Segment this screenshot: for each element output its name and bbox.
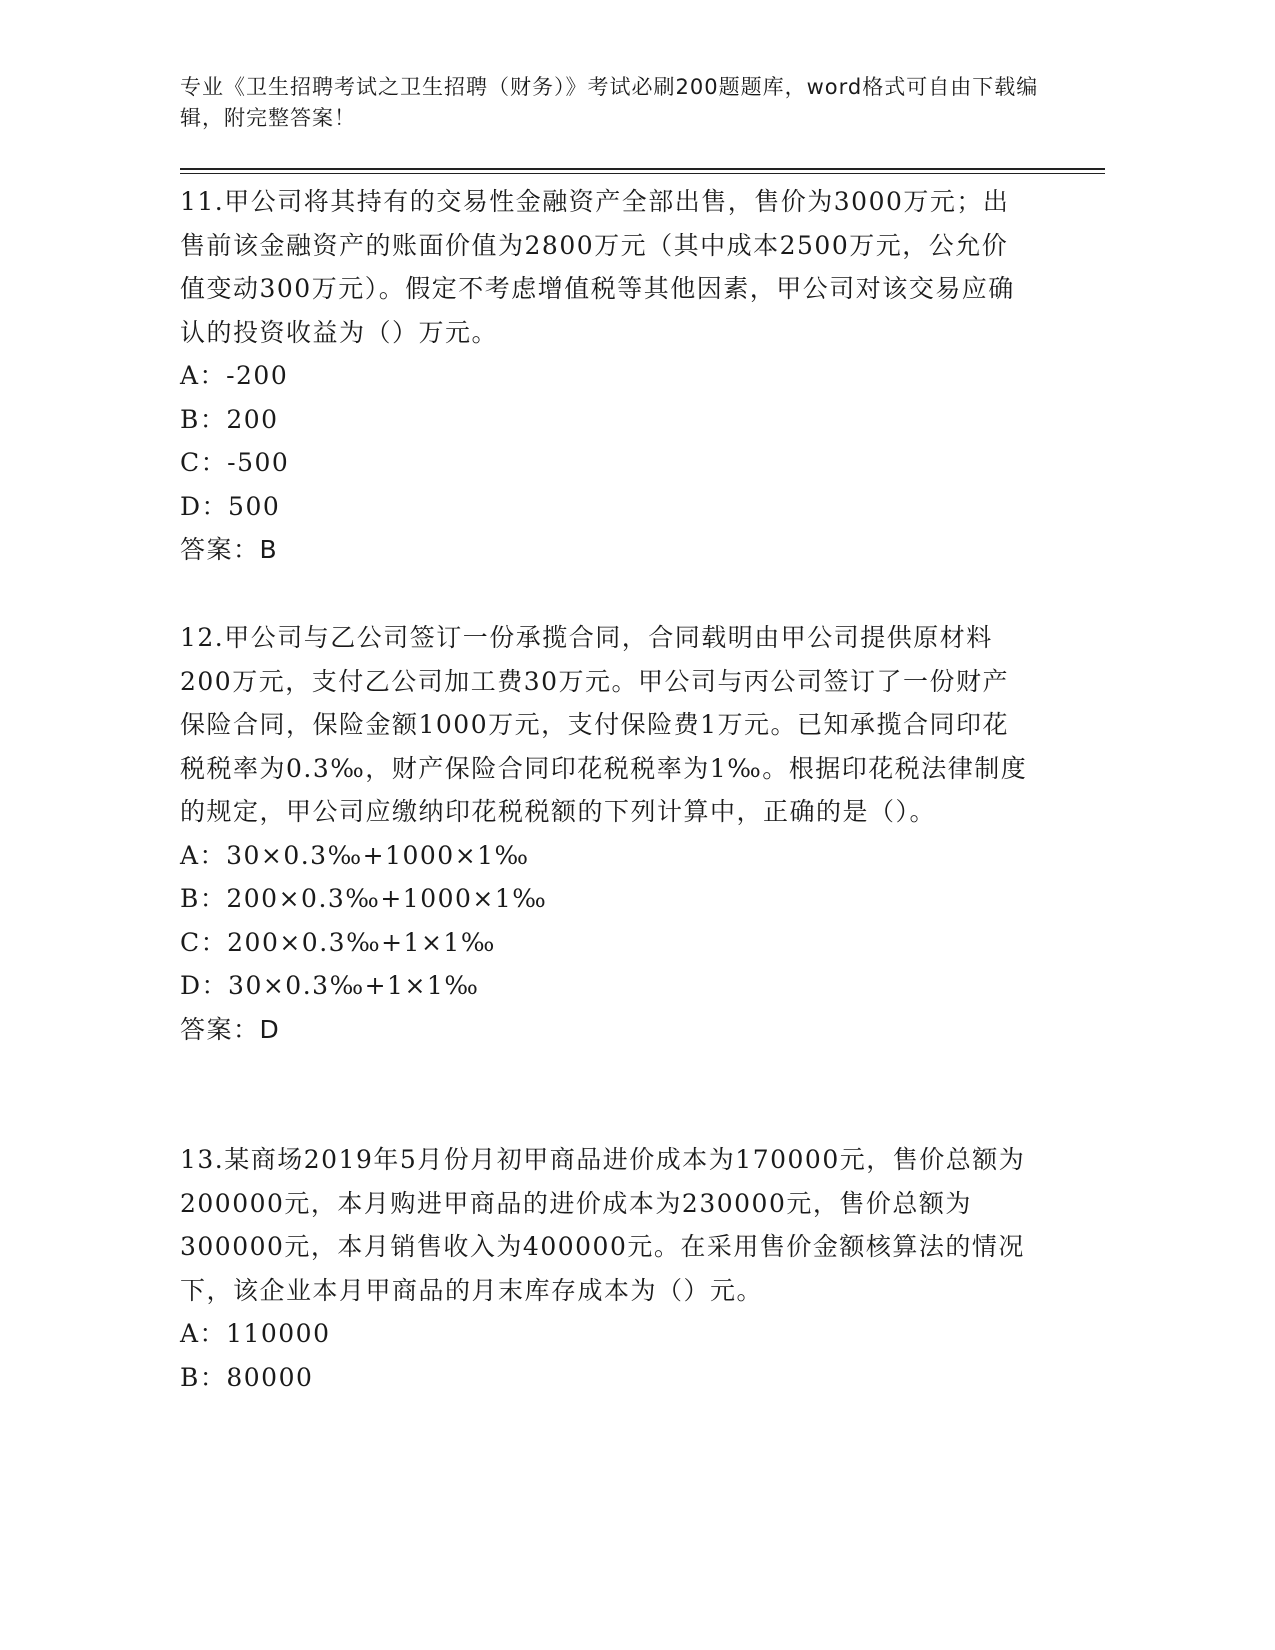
question-text xyxy=(180,180,1030,354)
option-b xyxy=(180,1356,1030,1400)
option-value: 30×0.3‰+1000×1‰ xyxy=(226,840,530,870)
header-divider xyxy=(180,168,1105,170)
question-body: 甲公司与乙公司签订一份承揽合同，合同载明由甲公司提供原材料200万元，支付乙公司加工费30万元。甲公司与丙公司签订了一份财产保险合同，保险金额1000万元，支付保险费1万元。已知承揽合同印花税税率为0.3‰，财产保险合同印花税税率为1‰。根据印花税法律制度的规定，甲公司应缴纳印花税税额的下列计算中，正确的是（）。 xyxy=(180,623,1028,826)
option-value: 200 xyxy=(226,404,279,434)
question-text xyxy=(180,616,1030,834)
option-label: A： xyxy=(180,361,227,390)
question-12 xyxy=(180,616,1030,1051)
option-label: B： xyxy=(180,884,227,913)
question-number: 11. xyxy=(180,187,225,216)
option-label: A： xyxy=(180,840,227,870)
option-value: -500 xyxy=(227,448,290,477)
answer-line: 答案：D xyxy=(180,1014,281,1044)
question-body: 甲公司将其持有的交易性金融资产全部出售，售价为3000万元；出售前该金融资产的账面价值为2800万元（其中成本2500万元，公允价值变动300万元）。假定不考虑增值税等其他因素，甲公司对该交易应确认的投资收益为（）万元。 xyxy=(180,187,1015,347)
header-text: 专业《卫生招聘考试之卫生招聘（财务）》考试必刷200题题库，word格式可自由下载编辑，附完整答案！ xyxy=(180,75,1039,130)
question-body: 某商场2019年5月份月初甲商品进价成本为170000元，售价总额为200000元，本月购进甲商品的进价成本为230000元，售价总额为300000元，本月销售收入为400000元。在采用售价金额核算法的情况下，该企业本月甲商品的月末库存成本为（）元。 xyxy=(180,1145,1026,1305)
option-b xyxy=(180,877,1030,921)
option-label: D： xyxy=(180,971,229,1000)
document-header xyxy=(180,72,1040,134)
option-d xyxy=(180,964,1030,1008)
option-value: -200 xyxy=(226,361,289,390)
option-value: 200×0.3‰+1000×1‰ xyxy=(226,884,548,913)
question-11 xyxy=(180,180,1030,572)
option-value: 200×0.3‰+1×1‰ xyxy=(227,927,496,957)
option-a xyxy=(180,354,1030,398)
option-a xyxy=(180,834,1030,878)
option-a xyxy=(180,1312,1030,1356)
header-divider-thin xyxy=(180,173,1105,174)
option-label: B： xyxy=(180,404,227,434)
question-text xyxy=(180,1138,1030,1312)
option-c xyxy=(180,441,1030,485)
option-b xyxy=(180,398,1030,442)
answer-line: 答案：B xyxy=(180,535,279,564)
option-label: C： xyxy=(180,927,228,957)
option-c xyxy=(180,921,1030,965)
option-label: A： xyxy=(180,1319,227,1348)
question-13 xyxy=(180,1138,1030,1399)
option-value: 110000 xyxy=(226,1319,331,1348)
question-number: 12. xyxy=(180,623,225,652)
option-d xyxy=(180,485,1030,529)
option-value: 30×0.3‰+1×1‰ xyxy=(228,971,480,1000)
option-label: D： xyxy=(180,491,229,521)
question-number: 13. xyxy=(180,1145,225,1174)
option-label: C： xyxy=(180,448,228,477)
option-value: 500 xyxy=(228,491,281,521)
option-value: 80000 xyxy=(226,1362,314,1392)
option-label: B： xyxy=(180,1362,227,1392)
